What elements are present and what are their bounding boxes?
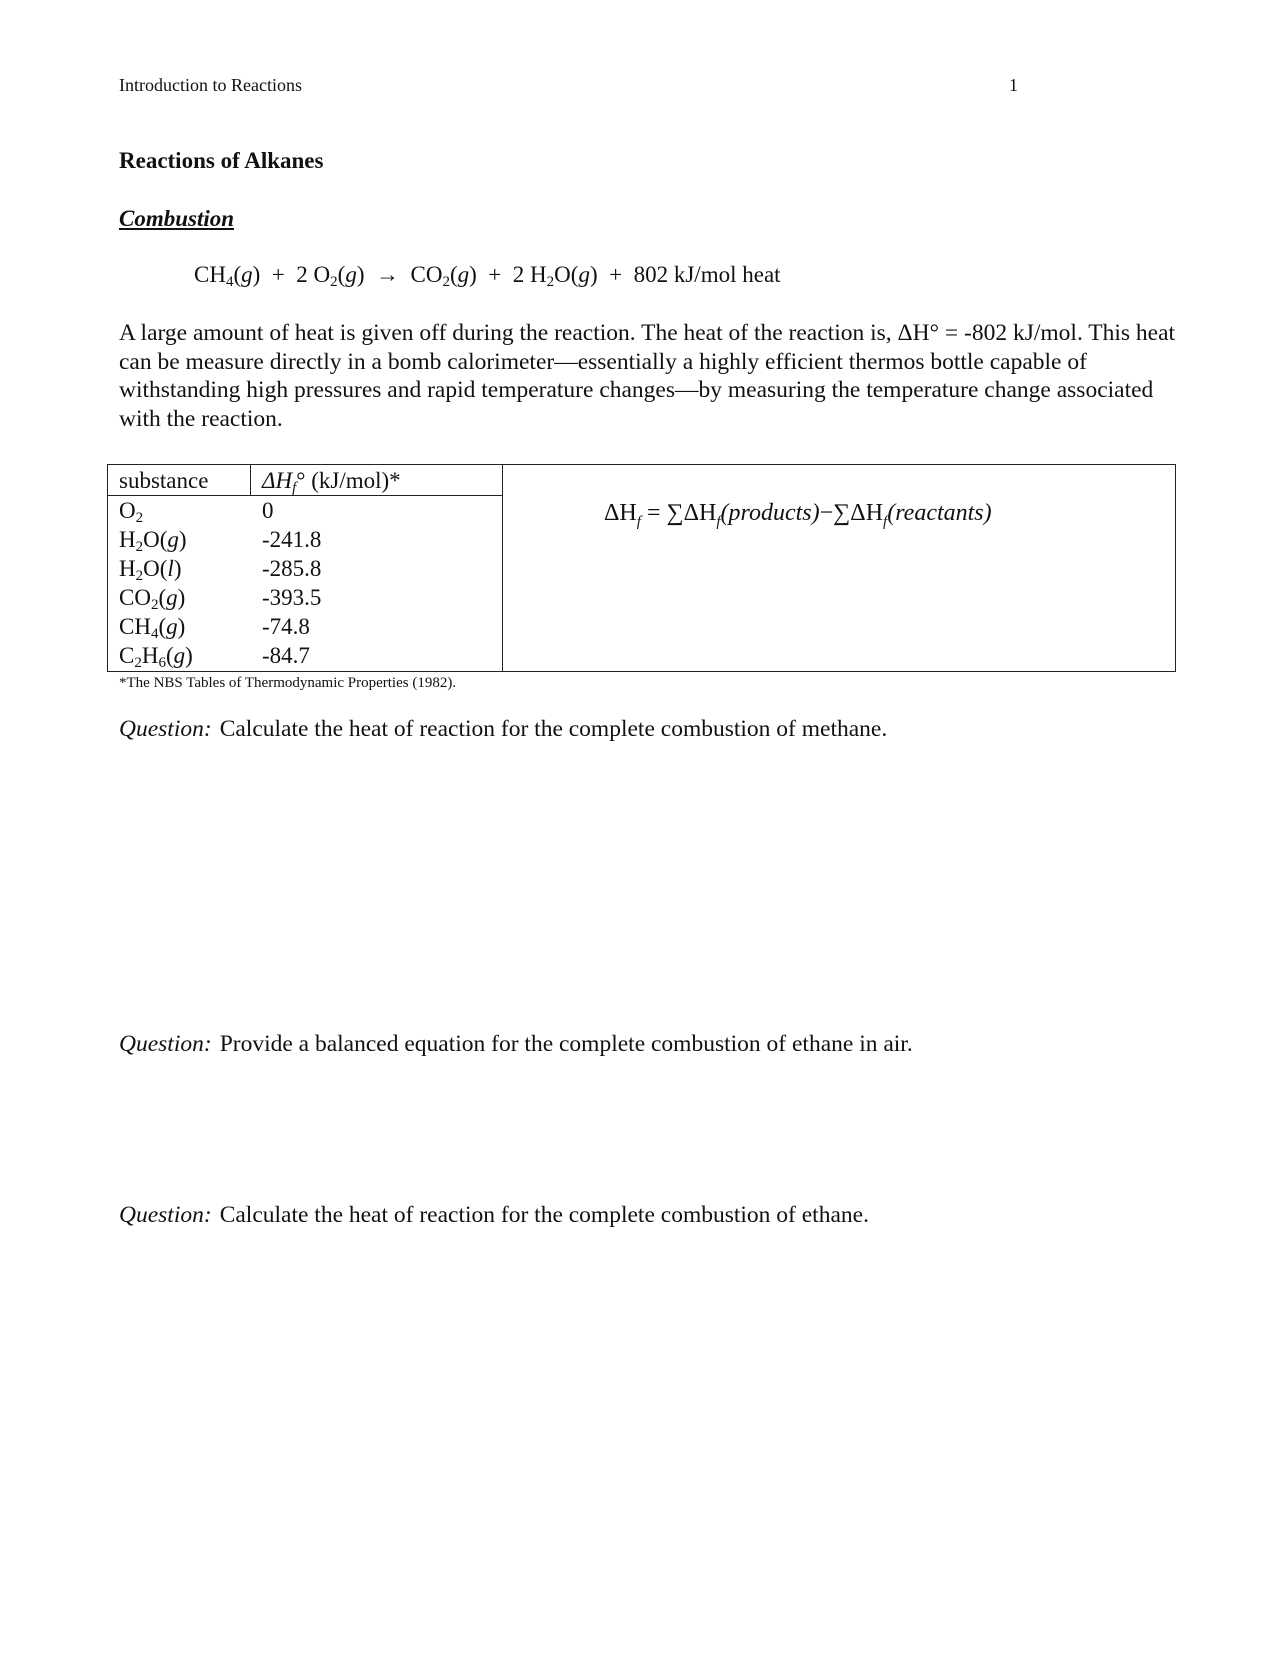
table-row-substance: $CH_4(g)$ <box>119 614 186 642</box>
table-row-substance: $O_2$ <box>119 498 144 526</box>
table-row-substance: $C_2H_6(g)$ <box>119 643 193 671</box>
table-header-substance: substance <box>119 468 209 493</box>
question-3: Question: Calculate the heat of reaction for the complete combustion of ethane. <box>119 1202 869 1228</box>
eq-arrow: → <box>376 262 399 287</box>
table-row-value: -241.8 <box>262 527 322 552</box>
table-row-value: -74.8 <box>262 614 310 639</box>
table-row-substance: $CO_2(g)$ <box>119 585 186 613</box>
table-row-value: -285.8 <box>262 556 322 581</box>
table-header-enthalpy: $\Delta H_f^\circ$ (kJ/mol)* <box>262 468 401 496</box>
table-row-value: -84.7 <box>262 643 310 668</box>
question-1: Question: Calculate the heat of reaction for the complete combustion of methane. <box>119 716 888 742</box>
enthalpy-formula: $\Delta H_f$ = $\sum\Delta H_f(products)-\sum\Delta H_f(reactants)$ <box>604 500 992 530</box>
eq-heat: 802 kJ/mol heat <box>633 262 781 287</box>
combustion-equation <box>194 262 781 288</box>
section-title: Reactions of Alkanes <box>119 148 324 173</box>
table-header-rule <box>107 495 503 496</box>
table-header-divider <box>250 464 251 495</box>
subsection-title: Combustion <box>119 206 235 231</box>
eq-reactant-oxygen: 2 $O_2(g)$ <box>296 262 365 290</box>
table-footnote: *The NBS Tables of Thermodynamic Properties (1982). <box>119 675 457 691</box>
table-row-substance: $H_2O(l)$ <box>119 556 182 584</box>
eq-product-water: 2 $H_2O(g)$ <box>512 262 598 290</box>
table-row-value: -393.5 <box>262 585 322 610</box>
page-number: 1 <box>1009 75 1018 95</box>
eq-reactant-methane: $CH_4(g)$ <box>194 262 261 290</box>
eq-plus: + <box>271 262 285 287</box>
eq-plus: + <box>609 262 623 287</box>
eq-plus: + <box>488 262 502 287</box>
table-row-substance: $H_2O(g)$ <box>119 527 187 555</box>
eq-product-co2: $CO_2(g)$ <box>410 262 477 290</box>
question-2: Question: Provide a balanced equation for the complete combustion of ethane in air. <box>119 1031 913 1057</box>
intro-paragraph: A large amount of heat is given off during the reaction. The heat of the reaction is, ΔH° = -802 kJ/mol. This heat can be measure directly in a bomb calorimeter—essentially a highly efficient thermos bottle capable of withstanding high pressures and rapid temperature changes—by measuring the temperature change associated with the reaction. <box>119 320 1176 432</box>
running-header-title: Introduction to Reactions <box>119 75 302 95</box>
table-row-value: 0 <box>262 498 274 523</box>
